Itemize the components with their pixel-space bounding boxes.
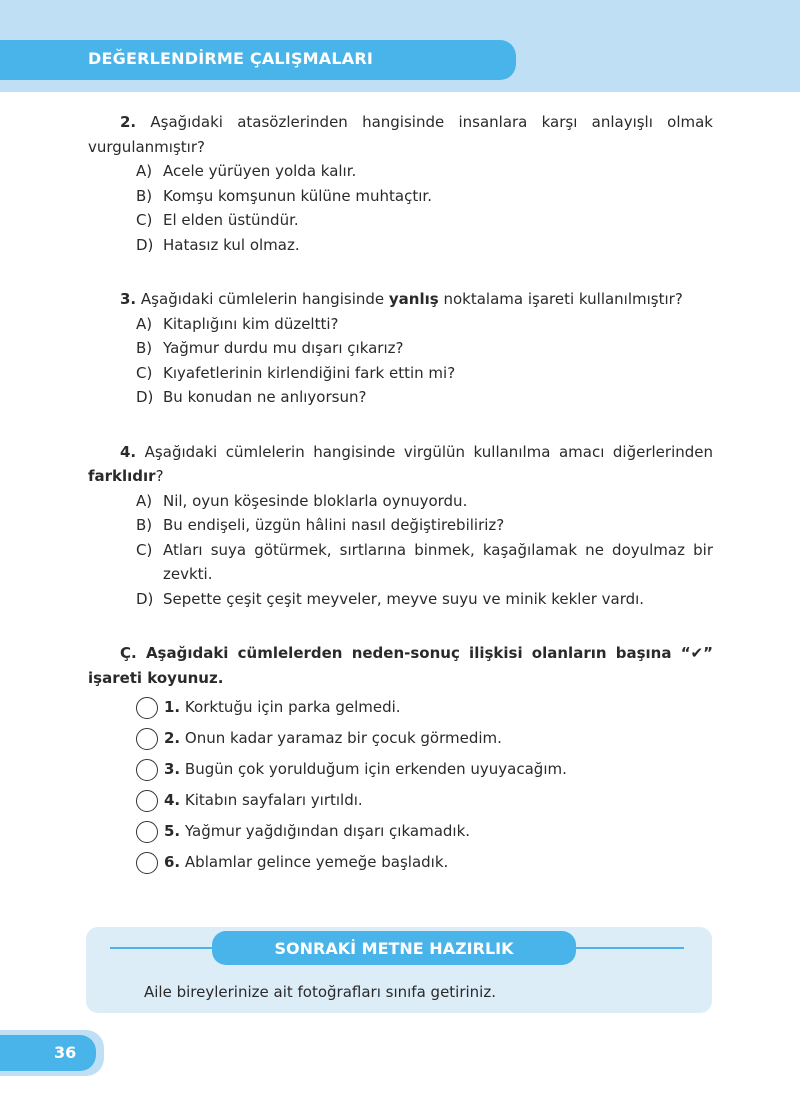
page-title: DEĞERLENDİRME ÇALIŞMALARI (88, 49, 374, 68)
divider-left (110, 947, 212, 949)
question-emphasis: farklıdır (88, 467, 156, 485)
option-letter: C) (136, 540, 153, 559)
checkbox-circle[interactable] (136, 697, 158, 719)
option-letter: B) (136, 339, 153, 357)
next-text-title: SONRAKİ METNE HAZIRLIK (212, 931, 576, 965)
question-number: 3. (120, 290, 137, 308)
option-letter: C) (136, 211, 153, 229)
next-text-box (86, 927, 712, 1013)
question-2 (88, 110, 713, 257)
question-text-end: noktalama işareti kullanılmıştır? (443, 290, 683, 308)
option-text: Yağmur durdu mu dışarı çıkarız? (163, 339, 404, 357)
option-text: Hatasız kul olmaz. (163, 235, 300, 254)
option-text: Komşu komşunun külüne muhtaçtır. (163, 186, 432, 205)
checkbox-circle[interactable] (136, 821, 158, 843)
option-a[interactable] (136, 159, 713, 184)
option-text: Acele yürüyen yolda kalır. (163, 162, 357, 180)
option-letter: D) (136, 589, 154, 608)
section-instruction-text: Aşağıdaki cümlelerden neden-sonuç ilişkisi olanların başına “✔” işareti koyunuz. (88, 644, 713, 687)
option-d[interactable] (136, 385, 713, 410)
checklist-item (136, 847, 713, 878)
checkbox-circle[interactable] (136, 759, 158, 781)
item-number: 1. (164, 698, 181, 717)
checklist-item (136, 723, 713, 754)
option-b[interactable] (136, 184, 713, 209)
option-text: Kitaplığını kim düzeltti? (163, 314, 339, 333)
checkbox-circle[interactable] (136, 852, 158, 874)
question-number: 4. (120, 442, 137, 461)
option-text: Bu konudan ne anlıyorsun? (163, 388, 367, 406)
item-text: Onun kadar yaramaz bir çocuk görmedim. (184, 729, 502, 748)
option-b[interactable] (136, 336, 713, 361)
options (136, 159, 713, 257)
item-number: 5. (164, 822, 181, 841)
option-a[interactable] (136, 489, 713, 514)
checkbox-circle[interactable] (136, 790, 158, 812)
option-text: Atları suya götürmek, sırtlarına binmek, kaşağılamak ne doyulmaz bir zevkti. (163, 540, 713, 583)
option-c[interactable] (136, 208, 713, 233)
item-text: Kitabın sayfaları yırtıldı. (184, 791, 363, 810)
option-text: Bu endişeli, üzgün hâlini nasıl değiştirebiliriz? (163, 516, 505, 534)
page-number: 36 (54, 1043, 77, 1062)
checklist-item (136, 754, 713, 785)
item-text: Yağmur yağdığından dışarı çıkamadık. (184, 822, 471, 841)
option-text: Sepette çeşit çeşit meyveler, meyve suyu ve minik kekler vardı. (163, 589, 645, 608)
option-letter: A) (136, 162, 153, 180)
option-b[interactable] (136, 513, 713, 538)
option-text: El elden üstündür. (163, 211, 299, 229)
item-number: 3. (164, 760, 181, 779)
question-text: Aşağıdaki cümlelerin hangisinde virgülün kullanılma amacı diğerlerinden (144, 442, 713, 461)
content (88, 110, 713, 878)
item-text: Ablamlar gelince yemeğe başladık. (184, 853, 449, 872)
question-text-end: ? (155, 467, 164, 485)
option-a[interactable] (136, 312, 713, 337)
item-text: Korktuğu için parka gelmedi. (184, 698, 401, 717)
section-instruction (88, 641, 713, 690)
option-letter: D) (136, 235, 154, 254)
section-c (88, 641, 713, 878)
item-number: 2. (164, 729, 181, 748)
question-number: 2. (120, 113, 137, 131)
next-text-body: Aile bireylerinize ait fotoğrafları sınıfa getiriniz. (144, 983, 496, 1001)
option-d[interactable] (136, 587, 713, 612)
option-c[interactable] (136, 538, 713, 587)
options (136, 312, 713, 410)
option-text: Kıyafetlerinin kirlendiğini fark ettin mi? (163, 363, 456, 382)
option-c[interactable] (136, 361, 713, 386)
option-letter: B) (136, 186, 153, 205)
question-4 (88, 440, 713, 612)
option-letter: B) (136, 516, 153, 534)
option-letter: A) (136, 314, 153, 333)
checklist-item (136, 692, 713, 723)
checklist (88, 692, 713, 878)
item-text: Bugün çok yorulduğum için erkenden uyuyacağım. (184, 760, 567, 779)
checklist-item (136, 816, 713, 847)
section-label: Ç. (120, 644, 137, 662)
page-number-pill (0, 1035, 96, 1071)
checklist-item (136, 785, 713, 816)
option-letter: A) (136, 491, 153, 510)
option-d[interactable] (136, 233, 713, 258)
question-text: Aşağıdaki cümlelerin hangisinde (140, 290, 385, 308)
question-text: Aşağıdaki atasözlerinden hangisinde insanlara karşı anlayışlı olmak vurgulanmıştır? (88, 113, 713, 156)
checkbox-circle[interactable] (136, 728, 158, 750)
item-number: 6. (164, 853, 181, 872)
option-letter: C) (136, 363, 153, 382)
option-text: Nil, oyun köşesinde bloklarla oynuyordu. (163, 491, 468, 510)
option-letter: D) (136, 388, 154, 406)
question-emphasis: yanlış (388, 290, 439, 308)
divider-right (576, 947, 684, 949)
options (136, 489, 713, 612)
question-3 (88, 287, 713, 410)
item-number: 4. (164, 791, 181, 810)
